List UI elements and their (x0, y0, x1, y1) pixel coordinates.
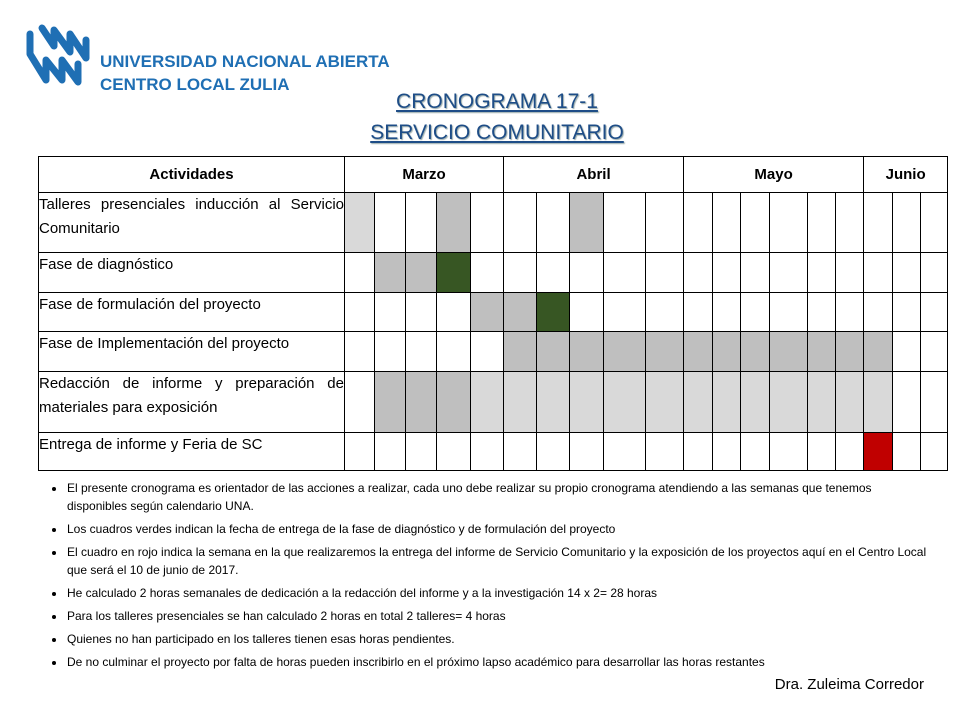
week-cell (471, 432, 504, 470)
week-cell (921, 293, 948, 332)
week-cell (604, 253, 646, 293)
week-cell (345, 371, 375, 432)
week-cell (406, 332, 437, 371)
week-cell (437, 253, 471, 293)
table-row (39, 332, 948, 371)
week-cell (345, 253, 375, 293)
table-header-row (39, 157, 948, 193)
note-item: • El cuadro en rojo indica la semana en la que realizaremos la entrega del informe de Servicio Comunitario y la exposición de los proyectos aquí en el Centro Local que será el 10 de junio de 2017. (66, 543, 930, 579)
activity-label: Fase de Implementación del proyecto (39, 332, 345, 371)
week-cell (471, 253, 504, 293)
week-cell (437, 193, 471, 253)
activity-label: Entrega de informe y Feria de SC (39, 432, 345, 470)
week-cell (375, 293, 406, 332)
org-name-line1: UNIVERSIDAD NACIONAL ABIERTA (100, 52, 390, 71)
week-cell (504, 253, 537, 293)
note-item: • Los cuadros verdes indican la fecha de entrega de la fase de diagnóstico y de formulación del proyecto (66, 520, 930, 538)
week-cell (684, 432, 713, 470)
week-cell (713, 371, 741, 432)
week-cell (921, 253, 948, 293)
table-row (39, 193, 948, 253)
week-cell (604, 193, 646, 253)
week-cell (864, 193, 893, 253)
week-cell (836, 253, 864, 293)
week-cell (646, 371, 684, 432)
week-cell (808, 332, 836, 371)
week-cell (893, 293, 921, 332)
week-cell (570, 193, 604, 253)
notes-section (38, 479, 930, 676)
week-cell (375, 253, 406, 293)
week-cell (864, 332, 893, 371)
week-cell (713, 293, 741, 332)
week-cell (471, 332, 504, 371)
week-cell (770, 253, 808, 293)
week-cell (713, 432, 741, 470)
week-cell (437, 371, 471, 432)
week-cell (770, 193, 808, 253)
week-cell (741, 193, 770, 253)
week-cell (345, 293, 375, 332)
week-cell (770, 432, 808, 470)
week-cell (808, 253, 836, 293)
page-subtitle: SERVICIO COMUNITARIO (370, 121, 624, 144)
week-cell (893, 332, 921, 371)
week-cell (864, 293, 893, 332)
week-cell (684, 293, 713, 332)
week-cell (437, 432, 471, 470)
week-cell (504, 332, 537, 371)
week-cell (684, 332, 713, 371)
week-cell (893, 432, 921, 470)
month-header-junio: Junio (864, 157, 948, 193)
signature: Dra. Zuleima Corredor (774, 676, 924, 693)
week-cell (893, 371, 921, 432)
week-cell (836, 432, 864, 470)
week-cell (437, 293, 471, 332)
week-cell (570, 293, 604, 332)
week-cell (684, 253, 713, 293)
note-item: • El presente cronograma es orientador de las acciones a realizar, cada uno debe realizar su propio cronograma atendiendo a las semanas que tenemos disponibles según calendario UNA. (66, 479, 930, 515)
week-cell (808, 432, 836, 470)
week-cell (437, 332, 471, 371)
week-cell (921, 432, 948, 470)
week-cell (836, 332, 864, 371)
week-cell (770, 293, 808, 332)
week-cell (741, 293, 770, 332)
org-name-line2: CENTRO LOCAL ZULIA (100, 75, 290, 94)
schedule-table (38, 156, 948, 471)
week-cell (345, 193, 375, 253)
week-cell (406, 253, 437, 293)
week-cell (684, 193, 713, 253)
week-cell (770, 371, 808, 432)
week-cell (741, 332, 770, 371)
week-cell (808, 293, 836, 332)
week-cell (684, 371, 713, 432)
week-cell (864, 371, 893, 432)
table-row (39, 253, 948, 293)
week-cell (646, 332, 684, 371)
week-cell (570, 371, 604, 432)
week-cell (646, 253, 684, 293)
notes-list (38, 479, 930, 671)
week-cell (921, 371, 948, 432)
table-row (39, 432, 948, 470)
week-cell (604, 332, 646, 371)
week-cell (713, 193, 741, 253)
week-cell (770, 332, 808, 371)
week-cell (713, 332, 741, 371)
week-cell (921, 332, 948, 371)
note-item: • Quienes no han participado en los talleres tienen esas horas pendientes. (66, 630, 930, 648)
week-cell (537, 193, 570, 253)
table-row (39, 371, 948, 432)
note-item: • De no culminar el proyecto por falta de horas pueden inscribirlo en el próximo lapso académico para desarrollar las horas restantes (66, 653, 930, 671)
week-cell (836, 193, 864, 253)
week-cell (570, 432, 604, 470)
week-cell (537, 332, 570, 371)
activity-label: Talleres presenciales inducción al Servicio Comunitario (39, 193, 345, 253)
week-cell (741, 253, 770, 293)
activity-label: Redacción de informe y preparación de materiales para exposición (39, 371, 345, 432)
week-cell (893, 253, 921, 293)
week-cell (537, 293, 570, 332)
note-item: • Para los talleres presenciales se han calculado 2 horas en total 2 talleres= 4 horas (66, 607, 930, 625)
week-cell (504, 293, 537, 332)
week-cell (570, 332, 604, 371)
week-cell (471, 371, 504, 432)
week-cell (375, 371, 406, 432)
page-title: CRONOGRAMA 17-1 (396, 90, 598, 113)
header-activities: Actividades (39, 157, 345, 193)
week-cell (604, 371, 646, 432)
week-cell (864, 432, 893, 470)
week-cell (537, 371, 570, 432)
week-cell (646, 193, 684, 253)
week-cell (375, 332, 406, 371)
note-item: • He calculado 2 horas semanales de dedicación a la redacción del informe y a la investigación 14 x 2= 28 horas (66, 584, 930, 602)
week-cell (570, 253, 604, 293)
week-cell (504, 193, 537, 253)
table-row (39, 293, 948, 332)
month-header-mayo: Mayo (684, 157, 864, 193)
month-header-abril: Abril (504, 157, 684, 193)
week-cell (808, 193, 836, 253)
week-cell (921, 193, 948, 253)
una-logo-icon (24, 20, 96, 92)
week-cell (375, 193, 406, 253)
week-cell (406, 432, 437, 470)
week-cell (808, 371, 836, 432)
activity-label: Fase de formulación del proyecto (39, 293, 345, 332)
week-cell (604, 432, 646, 470)
week-cell (504, 371, 537, 432)
week-cell (406, 371, 437, 432)
week-cell (604, 293, 646, 332)
week-cell (504, 432, 537, 470)
week-cell (345, 332, 375, 371)
month-header-marzo: Marzo (345, 157, 504, 193)
week-cell (406, 293, 437, 332)
week-cell (471, 293, 504, 332)
week-cell (741, 432, 770, 470)
week-cell (646, 432, 684, 470)
week-cell (713, 253, 741, 293)
week-cell (345, 432, 375, 470)
week-cell (471, 193, 504, 253)
week-cell (864, 253, 893, 293)
week-cell (537, 253, 570, 293)
week-cell (537, 432, 570, 470)
week-cell (375, 432, 406, 470)
week-cell (836, 371, 864, 432)
week-cell (836, 293, 864, 332)
week-cell (406, 193, 437, 253)
week-cell (646, 293, 684, 332)
activity-label: Fase de diagnóstico (39, 253, 345, 293)
week-cell (893, 193, 921, 253)
week-cell (741, 371, 770, 432)
